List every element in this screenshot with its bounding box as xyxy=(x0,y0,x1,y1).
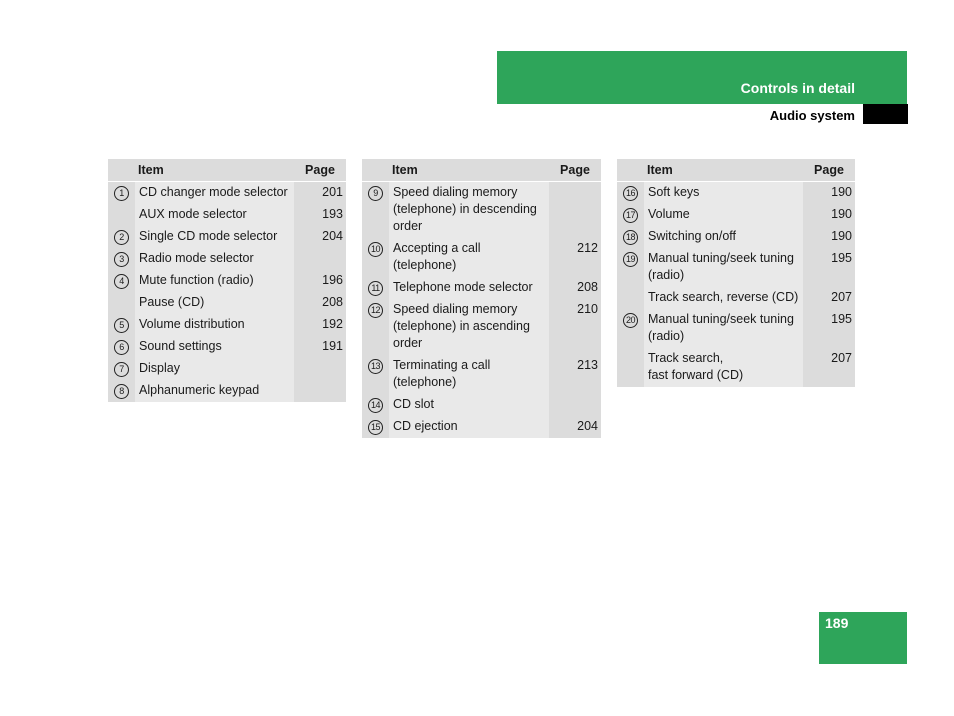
subsection-title: Audio system xyxy=(769,108,855,123)
circled-number-icon: 3 xyxy=(114,252,129,267)
item-number-cell xyxy=(108,182,135,205)
item-number-cell xyxy=(617,204,644,226)
item-number-cell xyxy=(617,309,644,348)
item-label: Manual tuning/seek tuning (radio) xyxy=(644,248,803,287)
table-row xyxy=(108,204,346,226)
circled-number-icon: 7 xyxy=(114,362,129,377)
item-label: Single CD mode selector xyxy=(135,226,294,248)
table-row xyxy=(362,182,601,239)
item-number-cell xyxy=(108,314,135,336)
item-label: Sound settings xyxy=(135,336,294,358)
column-header-page: Page xyxy=(549,159,601,182)
page-number-box xyxy=(819,612,907,664)
table-row xyxy=(617,348,855,387)
item-label: CD slot xyxy=(389,394,549,416)
items-table-1 xyxy=(108,159,346,402)
item-label: Terminating a call (telephone) xyxy=(389,355,549,394)
page-reference: 204 xyxy=(549,416,601,438)
table-row xyxy=(108,270,346,292)
column-header-page: Page xyxy=(294,159,346,182)
circled-number-icon: 14 xyxy=(368,398,383,413)
column-header-num xyxy=(617,159,644,182)
circled-number-icon: 13 xyxy=(368,359,383,374)
circled-number-icon: 8 xyxy=(114,384,129,399)
page-reference: 195 xyxy=(803,309,855,348)
column-header-num xyxy=(108,159,135,182)
table-row xyxy=(108,182,346,205)
column-header-page: Page xyxy=(803,159,855,182)
column-header-num xyxy=(362,159,389,182)
item-number-cell xyxy=(108,336,135,358)
item-number-cell xyxy=(362,238,389,277)
item-label: Volume xyxy=(644,204,803,226)
item-number-cell xyxy=(108,270,135,292)
items-table-2 xyxy=(362,159,601,438)
page-reference: 190 xyxy=(803,226,855,248)
table-row xyxy=(617,287,855,309)
table-row xyxy=(362,277,601,299)
circled-number-icon: 18 xyxy=(623,230,638,245)
circled-number-icon: 12 xyxy=(368,303,383,318)
page-reference: 193 xyxy=(294,204,346,226)
column-header-item: Item xyxy=(135,159,294,182)
item-number-cell xyxy=(617,287,644,309)
item-number-cell xyxy=(108,226,135,248)
item-label: CD changer mode selector xyxy=(135,182,294,205)
section-tab-marker xyxy=(863,104,908,124)
item-label: Soft keys xyxy=(644,182,803,205)
table-row xyxy=(617,309,855,348)
item-label: Speed dialing memory (telephone) in ascending order xyxy=(389,299,549,355)
table-row xyxy=(617,204,855,226)
item-label: Track search, reverse (CD) xyxy=(644,287,803,309)
item-number-cell xyxy=(108,358,135,380)
item-number-cell xyxy=(362,394,389,416)
item-label: AUX mode selector xyxy=(135,204,294,226)
circled-number-icon: 2 xyxy=(114,230,129,245)
item-label: Switching on/off xyxy=(644,226,803,248)
item-label: Alphanumeric keypad xyxy=(135,380,294,402)
items-table-3 xyxy=(617,159,855,387)
circled-number-icon: 16 xyxy=(623,186,638,201)
circled-number-icon xyxy=(624,350,637,363)
item-number-cell xyxy=(108,380,135,402)
page-reference: 201 xyxy=(294,182,346,205)
table-row xyxy=(617,248,855,287)
circled-number-icon: 11 xyxy=(368,281,383,296)
table-row xyxy=(617,182,855,205)
item-number-cell xyxy=(617,348,644,387)
table-row xyxy=(108,358,346,380)
table-row xyxy=(362,416,601,438)
circled-number-icon xyxy=(115,294,128,307)
page-reference: 208 xyxy=(549,277,601,299)
page-reference: 190 xyxy=(803,182,855,205)
section-title: Controls in detail xyxy=(740,80,855,96)
circled-number-icon: 20 xyxy=(623,313,638,328)
table-row xyxy=(108,248,346,270)
item-number-cell xyxy=(108,292,135,314)
circled-number-icon: 9 xyxy=(368,186,383,201)
page-reference: 190 xyxy=(803,204,855,226)
table-row xyxy=(362,238,601,277)
page-reference: 207 xyxy=(803,287,855,309)
table-row xyxy=(108,226,346,248)
circled-number-icon: 10 xyxy=(368,242,383,257)
header-bar xyxy=(497,51,907,104)
table-row xyxy=(362,355,601,394)
page-reference: 204 xyxy=(294,226,346,248)
item-label: Accepting a call (telephone) xyxy=(389,238,549,277)
circled-number-icon: 17 xyxy=(623,208,638,223)
item-label: Radio mode selector xyxy=(135,248,294,270)
circled-number-icon: 15 xyxy=(368,420,383,435)
page-reference: 208 xyxy=(294,292,346,314)
page-reference xyxy=(549,394,601,416)
table-row xyxy=(617,226,855,248)
circled-number-icon: 1 xyxy=(114,186,129,201)
column-header-item: Item xyxy=(389,159,549,182)
page-reference xyxy=(549,182,601,239)
item-number-cell xyxy=(617,248,644,287)
table-row xyxy=(362,394,601,416)
page-reference: 191 xyxy=(294,336,346,358)
table-row xyxy=(108,336,346,358)
item-label: Telephone mode selector xyxy=(389,277,549,299)
item-label: Speed dialing memory (telephone) in descending order xyxy=(389,182,549,239)
circled-number-icon: 6 xyxy=(114,340,129,355)
item-number-cell xyxy=(362,299,389,355)
item-number-cell xyxy=(362,277,389,299)
item-label: Volume distribution xyxy=(135,314,294,336)
page-reference: 207 xyxy=(803,348,855,387)
table-row xyxy=(108,292,346,314)
column-header-item: Item xyxy=(644,159,803,182)
item-number-cell xyxy=(617,182,644,205)
circled-number-icon: 4 xyxy=(114,274,129,289)
item-number-cell xyxy=(362,416,389,438)
item-number-cell xyxy=(108,204,135,226)
table-row xyxy=(362,299,601,355)
table-row xyxy=(108,314,346,336)
page-reference: 196 xyxy=(294,270,346,292)
page-reference: 213 xyxy=(549,355,601,394)
item-number-cell xyxy=(362,182,389,239)
item-number-cell xyxy=(362,355,389,394)
page-reference: 212 xyxy=(549,238,601,277)
page-reference: 195 xyxy=(803,248,855,287)
table-row xyxy=(108,380,346,402)
item-label: Mute function (radio) xyxy=(135,270,294,292)
item-label: Track search, fast forward (CD) xyxy=(644,348,803,387)
circled-number-icon: 5 xyxy=(114,318,129,333)
circled-number-icon xyxy=(624,289,637,302)
item-label: CD ejection xyxy=(389,416,549,438)
page-reference xyxy=(294,248,346,270)
circled-number-icon xyxy=(115,206,128,219)
item-label: Display xyxy=(135,358,294,380)
item-label: Pause (CD) xyxy=(135,292,294,314)
item-number-cell xyxy=(108,248,135,270)
page-number: 189 xyxy=(825,615,849,631)
circled-number-icon: 19 xyxy=(623,252,638,267)
item-label: Manual tuning/seek tuning (radio) xyxy=(644,309,803,348)
item-number-cell xyxy=(617,226,644,248)
page-reference xyxy=(294,358,346,380)
page-reference: 210 xyxy=(549,299,601,355)
page-reference xyxy=(294,380,346,402)
page-reference: 192 xyxy=(294,314,346,336)
